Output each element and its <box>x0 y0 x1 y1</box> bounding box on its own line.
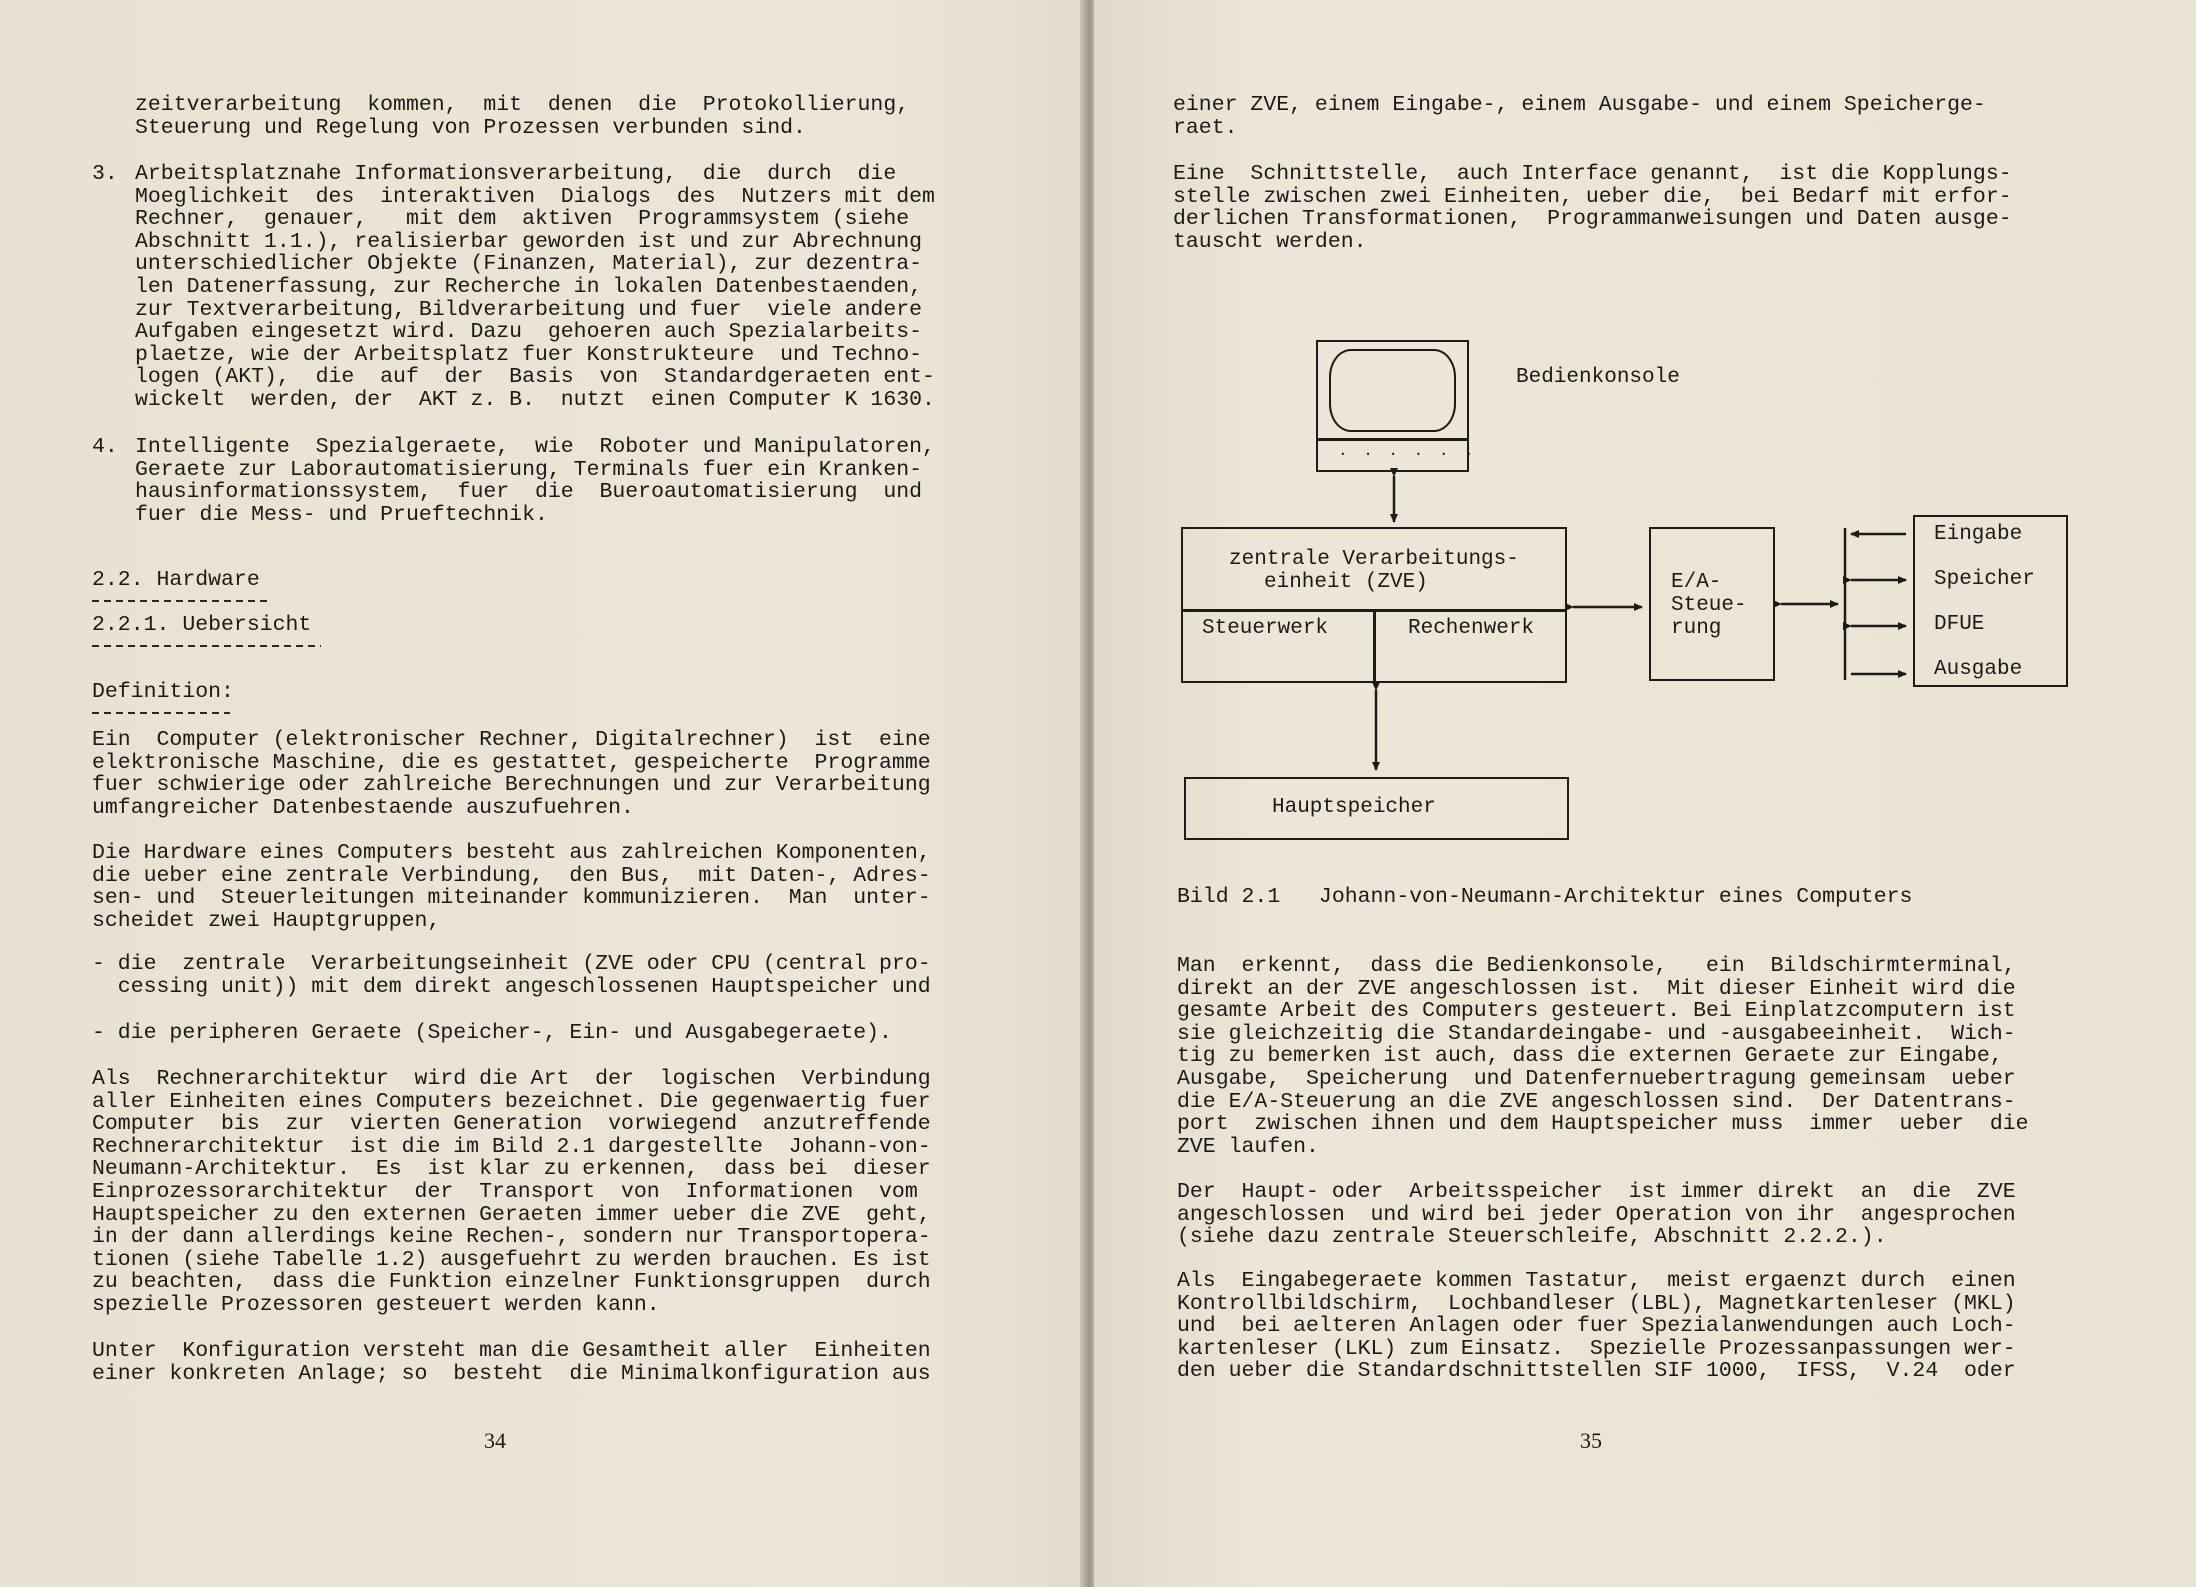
steuerwerk-label: Steuerwerk <box>1202 617 1329 640</box>
bullet-zve: - die zentrale Verarbeitungseinheit (ZVE oder CPU (central pro- cessing unit)) mit dem direkt angeschlossenen Hauptspeicher und <box>92 952 931 999</box>
device-eingabe: Eingabe <box>1934 523 2023 546</box>
section-heading-2-2-1: 2.2.1. Uebersicht <box>92 613 312 637</box>
rechenwerk-label: Rechenwerk <box>1408 617 1535 640</box>
list-item-4: Intelligente Spezialgeraete, wie Roboter und Manipulatoren, Geraete zur Laborautomatisierung, Terminals fuer ein Kranken- hausinformationssystem, fuer die Bueroautomatisierung und fuer die Mess- und Prueftechnik. <box>135 435 935 527</box>
console-label: Bedienkonsole <box>1516 366 1680 389</box>
input-devices-paragraph: Als Eingabegeraete kommen Tastatur, meist ergaenzt durch einen Kontrollbildschirm, Lochbandleser (LBL), Magnetkartenleser (MKL) und bei aelteren Anlagen oder fuer Spezialanwendungen auch Loch- kartenleser (LKL) zum Einsatz. Spezielle Prozessanpassungen wer- den ueber die Standardschnittstellen SIF 1000, IFSS, V.24 oder <box>1177 1269 2016 1384</box>
list-item-3: Arbeitsplatznahe Informationsverarbeitung, die durch die Moeglichkeit des interaktiven Dialogs des Nutzers mit dem Rechner, genauer, mit dem aktiven Programmsystem (siehe Abschnitt 1.1.), realisierbar geworden ist und zur Abrechnung unterschiedlicher Objekte (Finanzen, Material), zur dezentra- len Datenerfassung, zur Recherche in lokalen Datenbestaenden, zur Textverarbeitung, Bildverarbeitung und fuer viele andere Aufgaben eingesetzt wird. Dazu gehoeren auch Spezialarbeits- plaetze, wie der Arbeitsplatz fuer Konstrukteure und Techno- logen (AKT), die auf der Basis von Standardgeraeten ent- wickelt werden, der AKT z. B. nutzt einen Computer K 1630. <box>135 162 935 412</box>
device-dfue: DFUE <box>1934 613 1985 636</box>
list-item-4-number: 4. <box>92 435 118 459</box>
definition-label: Definition: <box>92 680 234 704</box>
right-page-number: 35 <box>1580 1428 1602 1453</box>
left-page-number: 34 <box>484 1428 506 1453</box>
device-ausgabe: Ausgabe <box>1934 658 2023 681</box>
bullet-peripheral: - die peripheren Geraete (Speicher-, Ein- und Ausgabegeraete). <box>92 1021 892 1045</box>
zve-label-line-2: einheit (ZVE) <box>1264 571 1428 594</box>
right-para-1: einer ZVE, einem Eingabe-, einem Ausgabe- und einem Speicherge- raet. <box>1173 93 1986 140</box>
hardware-paragraph: Die Hardware eines Computers besteht aus zahlreichen Komponenten, die ueber eine zentrale Verbindung, den Bus, mit Daten-, Adres- sen- und Steuerleitungen miteinander kommunizieren. Man unter- scheidet zwei Hauptgruppen, <box>92 841 931 933</box>
device-speicher: Speicher <box>1934 568 2035 591</box>
definition-text: Ein Computer (elektronischer Rechner, Digitalrechner) ist eine elektronische Maschine, die es gestattet, gespeicherte Programme fuer schwierige oder zahlreiche Berechnungen und zur Verarbeitung umfangreicher Datenbestaende auszufuehren. <box>92 728 931 820</box>
configuration-paragraph: Unter Konfiguration versteht man die Gesamtheit aller Einheiten einer konkreten Anlage; so besteht die Minimalkonfiguration aus <box>92 1339 931 1386</box>
left-para-1: zeitverarbeitung kommen, mit denen die Protokollierung, Steuerung und Regelung von Prozessen verbunden sind. <box>135 93 910 140</box>
zve-label-line-1: zentrale Verarbeitungs- <box>1229 548 1519 571</box>
main-memory-label: Hauptspeicher <box>1272 796 1436 819</box>
console-keyboard-keys: . . . . . . <box>1338 442 1477 460</box>
section-heading-2-2: 2.2. Hardware <box>92 568 260 592</box>
interface-paragraph: Eine Schnittstelle, auch Interface genannt, ist die Kopplungs- stelle zwischen zwei Einheiten, ueber die, bei Bedarf mit erfor- derlichen Transformationen, Programmanweisungen und Daten ausge- tauscht werden. <box>1173 162 2012 254</box>
io-control-label-1: E/A- <box>1671 571 1722 594</box>
list-item-3-number: 3. <box>92 162 118 186</box>
io-control-label-3: rung <box>1671 617 1722 640</box>
architecture-paragraph: Als Rechnerarchitektur wird die Art der logischen Verbindung aller Einheiten eines Computers bezeichnet. Die gegenwaertig fuer Computer bis zur vierten Generation vorwiegend anzutreffende Rechnerarchitektur ist die im Bild 2.1 dargestellte Johann-von- Neumann-Architektur. Es ist klar zu erkennen, dass bei dieser Einprozessorarchitektur der Transport von Informationen vom Hauptspeicher zu den externen Geraeten immer ueber die ZVE geht, in der dann allerdings keine Rechen-, sondern nur Transportopera- tionen (siehe Tabelle 1.2) ausgefuehrt zu werden brauchen. Es ist zu beachten, dass die Funktion einzelner Funktionsgruppen durch spezielle Prozessoren gesteuert werden kann. <box>92 1067 931 1317</box>
main-memory-paragraph: Der Haupt- oder Arbeitsspeicher ist immer direkt an die ZVE angeschlossen und wird bei jeder Operation von ihr angesprochen (siehe dazu zentrale Steuerschleife, Abschnitt 2.2.2.). <box>1177 1180 2016 1250</box>
figure-caption: Bild 2.1 Johann-von-Neumann-Architektur eines Computers <box>1177 885 1913 909</box>
explanation-paragraph: Man erkennt, dass die Bedienkonsole, ein Bildschirmterminal, direkt an der ZVE angeschlossen ist. Mit dieser Einheit wird die gesamte Arbeit des Computers gesteuert. Bei Einplatzcomputern ist sie gleichzeitig die Standardeingabe- und -ausgabeeinheit. Wich- tig zu bemerken ist auch, dass die externen Geraete zur Eingabe, Ausgabe, Speicherung und Datenfernuebertragung gemeinsam ueber die E/A-Steuerung an die ZVE angeschlossen sind. Der Datentrans- port zwischen ihnen und dem Hauptspeicher muss immer ueber die ZVE laufen. <box>1177 954 2029 1159</box>
io-control-label-2: Steue- <box>1671 594 1747 617</box>
